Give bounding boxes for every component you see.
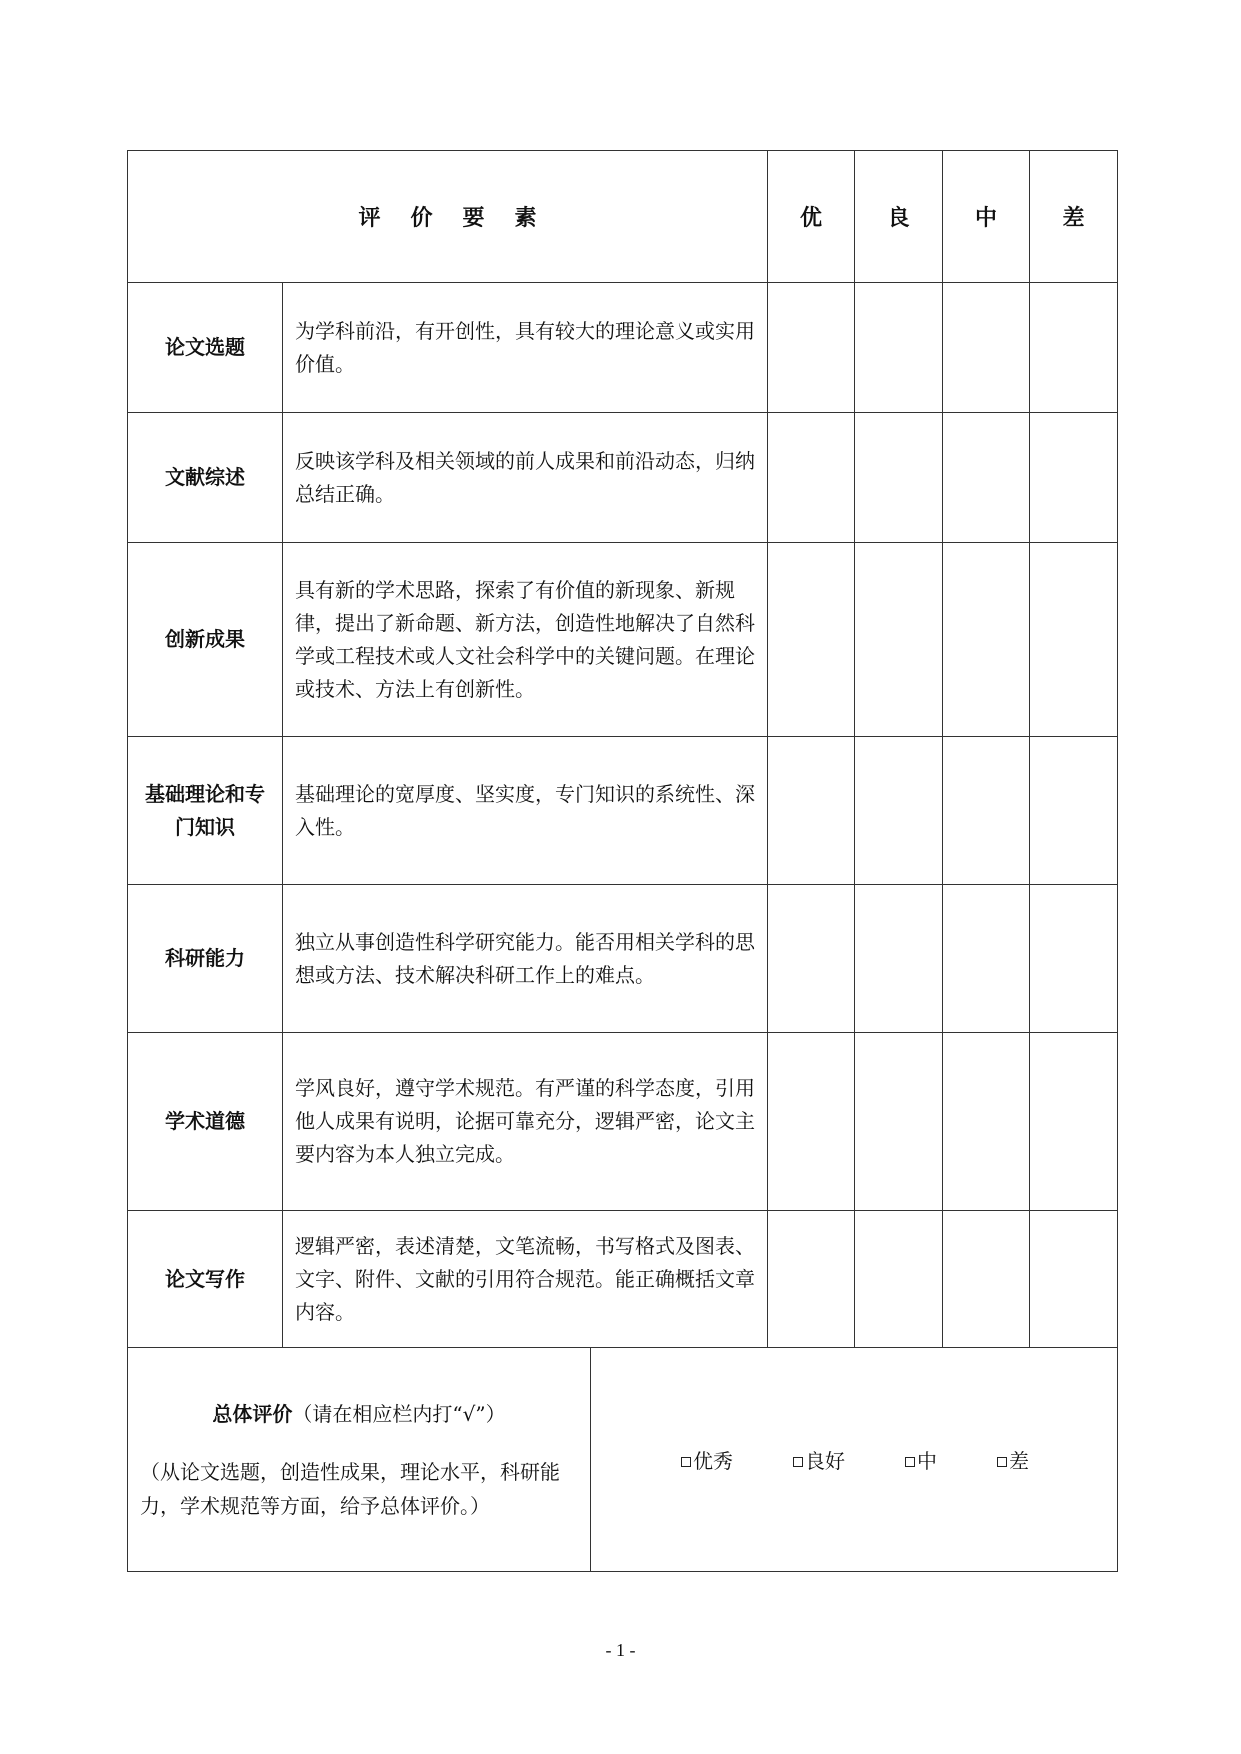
- option-poor[interactable]: [997, 1445, 1029, 1474]
- criterion-description: 具有新的学术思路，探索了有价值的新现象、新规律，提出了新命题、新方法，创造性地解决了自然科学或工程技术或人文社会科学中的关键问题。在理论或技术、方法上有创新性。: [283, 543, 768, 737]
- grade-cell-good[interactable]: [855, 1211, 943, 1348]
- option-label: 差: [1009, 1449, 1029, 1473]
- header-title: 评价要素: [128, 151, 768, 283]
- criterion-row: [128, 737, 1118, 885]
- grade-cell-medium[interactable]: [943, 413, 1030, 543]
- grade-cell-poor[interactable]: [1030, 737, 1118, 885]
- criterion-description: 逻辑严密，表述清楚，文笔流畅，书写格式及图表、文字、附件、文献的引用符合规范。能正确概括文章内容。: [283, 1211, 768, 1348]
- checkbox-icon[interactable]: [793, 1457, 803, 1467]
- criterion-name: 文献综述: [128, 413, 283, 543]
- grade-cell-excellent[interactable]: [768, 737, 855, 885]
- grade-cell-good[interactable]: [855, 413, 943, 543]
- overall-options: [591, 1445, 1117, 1474]
- page-number: - 1 -: [605, 1640, 636, 1660]
- criterion-row: [128, 885, 1118, 1033]
- grade-cell-good[interactable]: [855, 1033, 943, 1211]
- criterion-description: 为学科前沿，有开创性，具有较大的理论意义或实用价值。: [283, 283, 768, 413]
- criterion-description: 基础理论的宽厚度、坚实度，专门知识的系统性、深入性。: [283, 737, 768, 885]
- grade-cell-medium[interactable]: [943, 283, 1030, 413]
- criterion-name: 科研能力: [128, 885, 283, 1033]
- grade-cell-poor[interactable]: [1030, 1211, 1118, 1348]
- criterion-row: [128, 283, 1118, 413]
- criterion-name: 创新成果: [128, 543, 283, 737]
- overall-instruction: （请在相应栏内打“√”）: [292, 1401, 506, 1426]
- overall-note: （从论文选题，创造性成果，理论水平，科研能力，学术规范等方面，给予总体评价。）: [140, 1459, 560, 1518]
- criterion-row: [128, 543, 1118, 737]
- option-medium[interactable]: [905, 1445, 937, 1474]
- grade-cell-good[interactable]: [855, 737, 943, 885]
- checkbox-icon[interactable]: [997, 1457, 1007, 1467]
- criterion-description: 独立从事创造性科学研究能力。能否用相关学科的思想或方法、技术解决科研工作上的难点。: [283, 885, 768, 1033]
- grade-cell-excellent[interactable]: [768, 1211, 855, 1348]
- criterion-name: 论文选题: [128, 283, 283, 413]
- grade-header-medium: 中: [943, 151, 1030, 283]
- grade-cell-medium[interactable]: [943, 1033, 1030, 1211]
- option-excellent[interactable]: [681, 1445, 733, 1474]
- option-good[interactable]: [793, 1445, 845, 1474]
- grade-cell-poor[interactable]: [1030, 543, 1118, 737]
- option-label: 中: [917, 1449, 937, 1473]
- option-label: 良好: [805, 1449, 845, 1473]
- grade-header-excellent: 优: [768, 151, 855, 283]
- overall-row: [128, 1348, 1118, 1572]
- overall-options-cell: [591, 1348, 1118, 1572]
- grade-cell-good[interactable]: [855, 543, 943, 737]
- grade-cell-medium[interactable]: [943, 543, 1030, 737]
- option-label: 优秀: [693, 1449, 733, 1473]
- overall-title: [140, 1397, 578, 1431]
- criterion-name: 基础理论和专门知识: [128, 737, 283, 885]
- criterion-row: [128, 1211, 1118, 1348]
- evaluation-table: [127, 150, 1118, 1572]
- overall-title-text: 总体评价: [212, 1401, 293, 1426]
- grade-cell-poor[interactable]: [1030, 413, 1118, 543]
- grade-cell-excellent[interactable]: [768, 283, 855, 413]
- grade-cell-good[interactable]: [855, 885, 943, 1033]
- grade-cell-poor[interactable]: [1030, 283, 1118, 413]
- grade-cell-excellent[interactable]: [768, 1033, 855, 1211]
- grade-cell-good[interactable]: [855, 283, 943, 413]
- grade-header-poor: 差: [1030, 151, 1118, 283]
- criterion-name: 论文写作: [128, 1211, 283, 1348]
- criterion-row: [128, 1033, 1118, 1211]
- grade-cell-poor[interactable]: [1030, 885, 1118, 1033]
- criterion-description: 反映该学科及相关领域的前人成果和前沿动态，归纳总结正确。: [283, 413, 768, 543]
- criterion-name: 学术道德: [128, 1033, 283, 1211]
- grade-header-good: 良: [855, 151, 943, 283]
- criterion-row: [128, 413, 1118, 543]
- grade-cell-medium[interactable]: [943, 885, 1030, 1033]
- checkbox-icon[interactable]: [681, 1457, 691, 1467]
- criterion-description: 学风良好，遵守学术规范。有严谨的科学态度，引用他人成果有说明，论据可靠充分，逻辑严密，论文主要内容为本人独立完成。: [283, 1033, 768, 1211]
- grade-cell-medium[interactable]: [943, 1211, 1030, 1348]
- grade-cell-excellent[interactable]: [768, 543, 855, 737]
- grade-cell-medium[interactable]: [943, 737, 1030, 885]
- checkbox-icon[interactable]: [905, 1457, 915, 1467]
- grade-cell-poor[interactable]: [1030, 1033, 1118, 1211]
- grade-cell-excellent[interactable]: [768, 413, 855, 543]
- header-row: [128, 151, 1118, 283]
- grade-cell-excellent[interactable]: [768, 885, 855, 1033]
- overall-evaluation-label: [128, 1348, 591, 1572]
